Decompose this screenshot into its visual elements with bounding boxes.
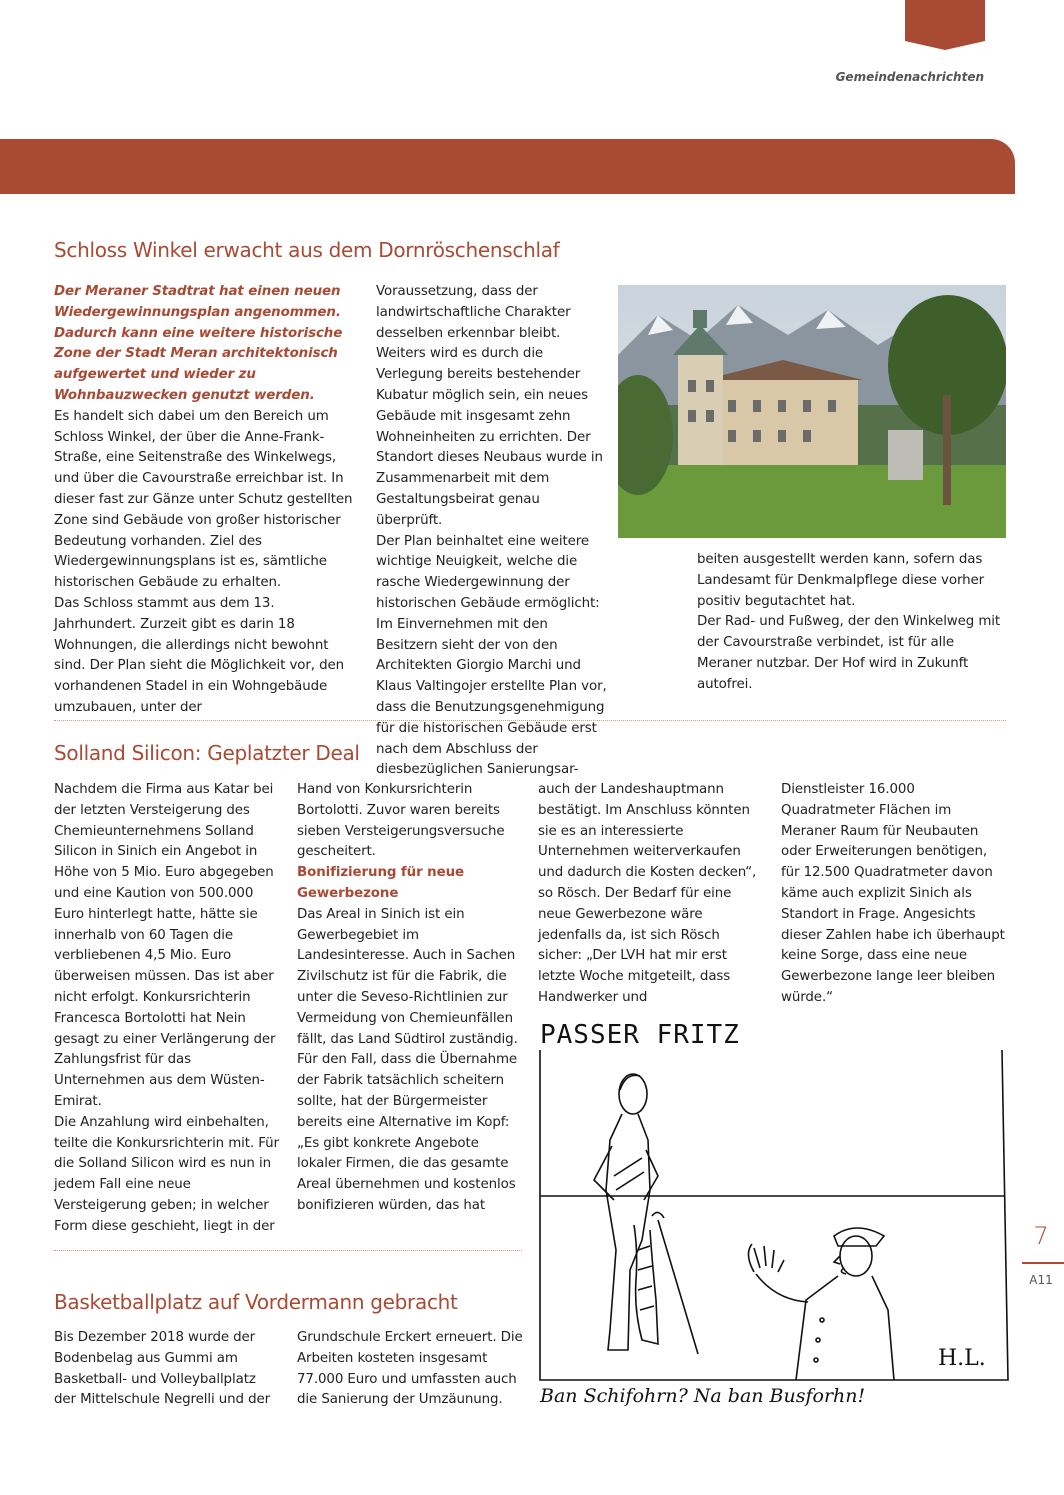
article1-paragraph: Der Plan beinhaltet eine weitere wichtige Neuigkeit, welche die rasche Wiedergewinnung der historischen Gebäude ermöglicht: Im Einvernehmen mit den Besitzern sieht der von den Architekten Giorgio Marchi und Klaus Valtingojer erstellte Plan vor, dass die Benutzungsgenehmigung für die historischen Gebäude erst nach dem Abschluss der diesbezüglichen Sanierungsar- [376, 533, 607, 778]
article2-column-3 [538, 780, 764, 1009]
cartoon-title: PASSER FRITZ [540, 1020, 740, 1050]
article3-column-1 [54, 1328, 280, 1411]
article1-title: Schloss Winkel erwacht aus dem Dornröschenschlaf [54, 238, 560, 262]
article2-column-4 [781, 780, 1007, 1009]
article2-paragraph: Hand von Konkursrichterin Bortolotti. Zuvor waren bereits sieben Versteigerungsversuche gescheitert. [297, 782, 505, 860]
article1-paragraph: Der Rad- und Fußweg, der den Winkelweg mit der Cavourstraße verbindet, ist für alle Meraner nutzbar. Der Hof wird in Zukunft autofrei. [697, 614, 1001, 692]
section-divider [54, 1250, 522, 1251]
article1-paragraph: Das Schloss stammt aus dem 13. Jahrhundert. Zurzeit gibt es darin 18 Wohnungen, die allerdings nicht bewohnt sind. Der Plan sieht die Möglichkeit vor, den vorhandenen Stadel in ein Wohngebäude umzubauen, unter der [54, 595, 345, 715]
article2-subheading: Bonifizierung für neue Gewerbezone [297, 865, 464, 901]
article1-column-1 [54, 282, 354, 719]
cartoon-signature: H.L. [938, 1346, 986, 1371]
article1-paragraph: beiten ausgestellt werden kann, sofern das Landesamt für Denkmalpflege diese vorher positiv begutachtet hat. [697, 552, 985, 609]
cartoon-caption: Ban Schifohrn? Na ban Busforhn! [540, 1385, 866, 1407]
article3-column-2 [297, 1328, 523, 1411]
article1-paragraph: Es handelt sich dabei um den Bereich um Schloss Winkel, der über die Anne-Frank-Straße, eine Seitenstraße des Winkelwegs, und über die Cavourstraße erreichbar ist. In dieser fast zur Gänze unter Schutz gestellten Zone sind Gebäude von großer historischer Bedeutung vorhanden. Ziel des Wiedergewinnungsplans ist es, sämtliche historischen Gebäude zu erhalten. [54, 408, 353, 591]
page-code: A11 [1029, 1273, 1053, 1287]
article2-paragraph: Dienstleister 16.000 Quadratmeter Flächen im Meraner Raum für Neubauten oder Erweiterungen benötigen, für 12.500 Quadratmeter davon käme auch explizit Sinich als Standort in Frage. Angesichts dieser Zahlen habe ich überhaupt keine Sorge, dass eine neue Gewerbezone lange leer bleiben würde.“ [781, 782, 1005, 1005]
article3-title: Basketballplatz auf Vordermann gebracht [54, 1290, 458, 1314]
cartoon-drawing [538, 1050, 1010, 1383]
article1-column-2 [376, 282, 608, 781]
page-number: 7 [1033, 1222, 1049, 1250]
top-tab-marker [905, 0, 985, 50]
article2-title: Solland Silicon: Geplatzter Deal [54, 741, 360, 765]
section-divider [54, 720, 1006, 721]
schloss-winkel-photo [618, 285, 1006, 538]
article2-column-2 [297, 780, 523, 1217]
article2-column-1 [54, 780, 280, 1238]
section-label: Gemeindenachrichten [835, 70, 984, 84]
page-number-rule [1022, 1262, 1064, 1264]
article3-paragraph: Bis Dezember 2018 wurde der Bodenbelag aus Gummi am Basketball- und Volleyballplatz der Mittelschule Negrelli und der [54, 1330, 271, 1408]
article3-paragraph: Grundschule Erckert erneuert. Die Arbeiten kosteten insgesamt 77.000 Euro und umfassten auch die Sanierung der Umzäunung. [297, 1330, 523, 1408]
article1-lead: Der Meraner Stadtrat hat einen neuen Wiedergewinnungsplan angenommen. Dadurch kann eine weitere historische Zone der Stadt Meran architektonisch aufgewertet und wieder zu Wohnbauzwecken genutzt werden. [54, 284, 343, 403]
article2-paragraph: Das Areal in Sinich ist ein Gewerbegebiet im Landesinteresse. Auch in Sachen Zivilschutz ist für die Fabrik, die unter die Seveso-Richtlinien zur Vermeidung von Chemieunfällen fällt, das Land Südtirol zuständig. Für den Fall, dass die Übernahme der Fabrik tatsächlich scheitern sollte, hat der Bürgermeister bereits eine Alternative im Kopf: „Es gibt konkrete Angebote lokaler Firmen, die das gesamte Areal übernehmen und kostenlos bonifizieren würden, das hat [297, 906, 518, 1213]
article1-paragraph: Voraussetzung, dass der landwirtschaftliche Charakter desselben erkennbar bleibt. Weiters wird es durch die Verlegung bereits bestehender Kubatur möglich sein, ein neues Gebäude mit insgesamt zehn Wohneinheiten zu errichten. Der Standort dieses Neubaus wurde in Zusammenarbeit mit dem Gestaltungsbeirat genau überprüft. [376, 284, 603, 528]
article2-paragraph: auch der Landeshauptmann bestätigt. Im Anschluss könnten sie es an interessierte Unternehmen weiterverkaufen und dadurch die Kosten decken“, so Rösch. Der Bedarf für eine neue Gewerbezone wäre jedenfalls da, ist sich Rösch sicher: „Der LVH hat mir erst letzte Woche mitgeteilt, dass Handwerker und [538, 782, 757, 1005]
header-banner [0, 139, 1015, 194]
article1-column-3 [697, 550, 1007, 696]
article2-paragraph: Die Anzahlung wird einbehalten, teilte die Konkursrichterin mit. Für die Solland Silicon wird es nun in jedem Fall eine neue Versteigerung geben; in welcher Form diese geschieht, liegt in der [54, 1114, 279, 1234]
article2-paragraph: Nachdem die Firma aus Katar bei der letzten Versteigerung des Chemieunternehmens Solland Silicon in Sinich ein Angebot in Höhe von 5 Mio. Euro abgegeben und eine Kaution von 500.000 Euro hinterlegt hatte, hätte sie innerhalb von 60 Tagen die verbliebenen 4,5 Mio. Euro überweisen müssen. Das ist aber nicht erfolgt. Konkursrichterin Francesca Bortolotti hat Nein gesagt zu einer Verlängerung der Zahlungsfrist für das Unternehmen aus dem Wüsten-Emirat. [54, 782, 276, 1109]
